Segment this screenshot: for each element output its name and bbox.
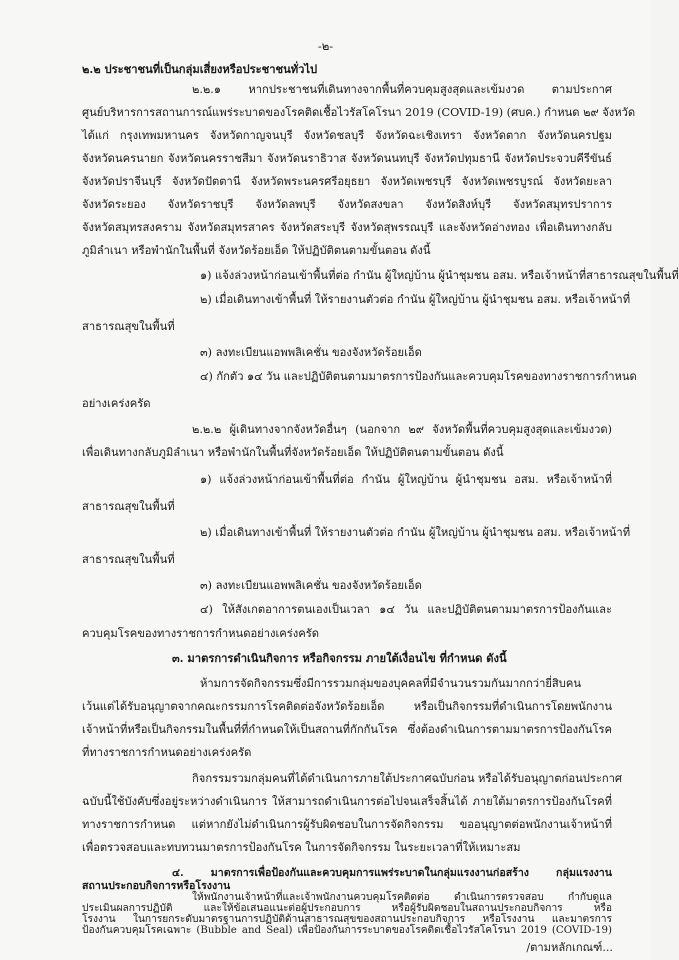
step-item-continuation: อย่างเคร่งครัด [82,397,151,410]
paragraph-line: จังหวัดปราจีนบุรี จังหวัดปัตตานี จังหวัดพระนครศรีอยุธยา จังหวัดเพชรบุรี จังหวัดเพชรบูรณ์ จังหวัดยะลา [82,175,612,188]
paragraph-line: จังหวัดระยอง จังหวัดราชบุรี จังหวัดลพบุรี จังหวัดสงขลา จังหวัดสิงห์บุรี จังหวัดสมุทรปราการ [82,198,612,211]
paragraph-line: ที่ทางราชการกำหนดอย่างเคร่งครัด [82,746,252,759]
section-4-heading-line: สถานประกอบกิจการหรือโรงงาน [82,880,231,892]
paragraph-line: โรงงาน ในการยกระดับมาตรฐานการปฏิบัติด้านสาธารณสุขของสถานประกอบกิจการ หรือโรงงาน และมาตรการ [82,914,612,925]
section-3-heading: ๓. มาตรการดำเนินกิจการ หรือกิจกรรม ภายใต้เงื่อนไข ที่กำหนด ดังนี้ [172,651,507,665]
paragraph-line: ฉบับนี้ใช้บังคับซึ่งอยู่ระหว่างดำเนินการ ให้สามารถดำเนินการต่อไปจนเสร็จสิ้นได้ ภายใต้มาตรการป้องกันโรคที่ [82,795,612,808]
step-item-continuation: สาธารณสุขในพื้นที่ [82,553,175,566]
paragraph-line: ให้พนักงานเจ้าหน้าที่และเจ้าพนักงานควบคุมโรคติดต่อ ดำเนินการตรวจสอบ กำกับดูแล [192,892,612,903]
paragraph-line: ๒.๒.๑ หากประชาชนที่เดินทางจากพื้นที่ควบคุมสูงสุดและเข้มงวด ตามประกาศ [192,83,612,96]
step-item: ๒) เมื่อเดินทางเข้าพื้นที่ ให้รายงานตัวต่อ กำนัน ผู้ใหญ่บ้าน ผู้นำชุมชน อสม. หรือเจ้าหน้าที่ [200,293,631,306]
step-item: ๑) แจ้งล่วงหน้าก่อนเข้าพื้นที่ต่อ กำนัน ผู้ใหญ่บ้าน ผู้นำชุมชน อสม. หรือเจ้าหน้าที่สาธารณสุขในพื้นที่ [200,269,679,282]
paragraph-line: ได้แก่ กรุงเทพมหานคร จังหวัดกาญจนบุรี จังหวัดชลบุรี จังหวัดฉะเชิงเทรา จังหวัดตาก จังหวัดนครปฐม [82,129,612,142]
page-number: -๒- [317,39,334,53]
step-item: ๓) ลงทะเบียนแอพพลิเคชั่น ของจังหวัดร้อยเอ็ด [200,346,422,359]
paragraph-line: กิจกรรมรวมกลุ่มคนที่ได้ดำเนินการภายใต้ประกาศฉบับก่อน หรือได้รับอนุญาตก่อนประกาศ [192,772,622,785]
step-item-continuation: ควบคุมโรคของทางราชการกำหนดอย่างเคร่งครัด [82,627,320,640]
paragraph-line: เว้นแต่ได้รับอนุญาตจากคณะกรรมการโรคติดต่อจังหวัดร้อยเอ็ด หรือเป็นกิจกรรมที่ดำเนินการโดยพนักงาน [82,700,612,713]
paragraph-line: จังหวัดสมุทรสงคราม จังหวัดสมุทรสาคร จังหวัดสระบุรี จังหวัดสุพรรณบุรี และจังหวัดอ่างทอง เพื่อเดินทางกลับ [82,221,612,234]
continuation-note: /ตามหลักเกณฑ์... [526,941,613,954]
section-4-heading-line: ๔. มาตรการเพื่อป้องกันและควบคุมการแพร่ระบาดในกลุ่มแรงงานก่อสร้าง กลุ่มแรงงาน [172,867,612,879]
paragraph-line: เพื่อตรวจสอบและทบทวนมาตรการป้องกันโรค ในการจัดกิจกรรม ในระยะเวลาที่ให้เหมาะสม [82,841,521,854]
paragraph-line: จังหวัดนครนายก จังหวัดนครราชสีมา จังหวัดนราธิวาส จังหวัดนนทบุรี จังหวัดปทุมธานี จังหวัดประจวบคีรีขันธ์ [82,152,612,165]
step-item: ๓) ลงทะเบียนแอพพลิเคชั่น ของจังหวัดร้อยเอ็ด [200,579,422,592]
step-item: ๒) เมื่อเดินทางเข้าพื้นที่ ให้รายงานตัวต่อ กำนัน ผู้ใหญ่บ้าน ผู้นำชุมชน อสม. หรือเจ้าหน้าที่ [200,526,631,539]
paragraph-line: ห้ามการจัดกิจกรรมซึ่งมีการรวมกลุ่มของบุคคลที่มีจำนวนรวมกันมากกว่ายี่สิบคน [200,677,581,690]
paragraph-line: เจ้าหน้าที่หรือเป็นกิจกรรมในพื้นที่ที่กำหนดให้เป็นสถานที่กักกันโรค ซึ่งต้องดำเนินการตามมาตรการป้องกันโรค [82,723,612,736]
paragraph-line: ป้องกันควบคุมโรคเฉพาะ (Bubble and Seal) เพื่อป้องกันการระบาดของโรคติดเชื้อไวรัสโคโรนา 2019 (COVID-19) [82,925,612,936]
step-item: ๑) แจ้งล่วงหน้าก่อนเข้าพื้นที่ต่อ กำนัน ผู้ใหญ่บ้าน ผู้นำชุมชน อสม. หรือเจ้าหน้าที่ [200,473,612,486]
paragraph-line: ศูนย์บริหารการสถานการณ์แพร่ระบาดของโรคติดเชื้อไวรัสโคโรนา 2019 (COVID-19) (ศบค.) กำหนด ๒๙ จังหวัด [82,106,636,119]
paragraph-line: ทางราชการกำหนด แต่หากยังไม่ดำเนินการผู้รับผิดชอบในการจัดกิจกรรม ขออนุญาตต่อพนักงานเจ้าหน้าที่ [82,818,612,831]
section-2-2-heading: ๒.๒ ประชาชนที่เป็นกลุ่มเสี่ยงหรือประชาชนทั่วไป [82,62,318,76]
step-item-continuation: สาธารณสุขในพื้นที่ [82,500,175,513]
step-item: ๔) ให้สังเกตอาการตนเองเป็นเวลา ๑๔ วัน และปฏิบัติตนตามมาตรการป้องกันและ [200,603,612,616]
paragraph-line: ๒.๒.๒ ผู้เดินทางจากจังหวัดอื่นๆ (นอกจาก ๒๙ จังหวัดพื้นที่ควบคุมสูงสุดและเข้มงวด) [192,423,612,436]
paragraph-line: ภูมิลำเนา หรือพำนักในพื้นที่ จังหวัดร้อยเอ็ด ให้ปฏิบัติตนตามขั้นตอน ดังนี้ [82,244,431,257]
paragraph-line: เพื่อเดินทางกลับภูมิลำเนา หรือพำนักในพื้นที่จังหวัดร้อยเอ็ด ให้ปฏิบัติตนตามขั้นตอน ดังนี้ [82,446,504,459]
step-item-continuation: สาธารณสุขในพื้นที่ [82,320,175,333]
step-item: ๔) กักตัว ๑๔ วัน และปฏิบัติตนตามมาตรการป้องกันและควบคุมโรคของทางราชการกำหนด [200,370,637,383]
paragraph-line: ประเมินผลการปฏิบัติ และให้ข้อเสนอแนะต่อผู้ประกอบการ หรือผู้รับผิดชอบในสถานประกอบกิจการ หรือ [82,903,612,914]
